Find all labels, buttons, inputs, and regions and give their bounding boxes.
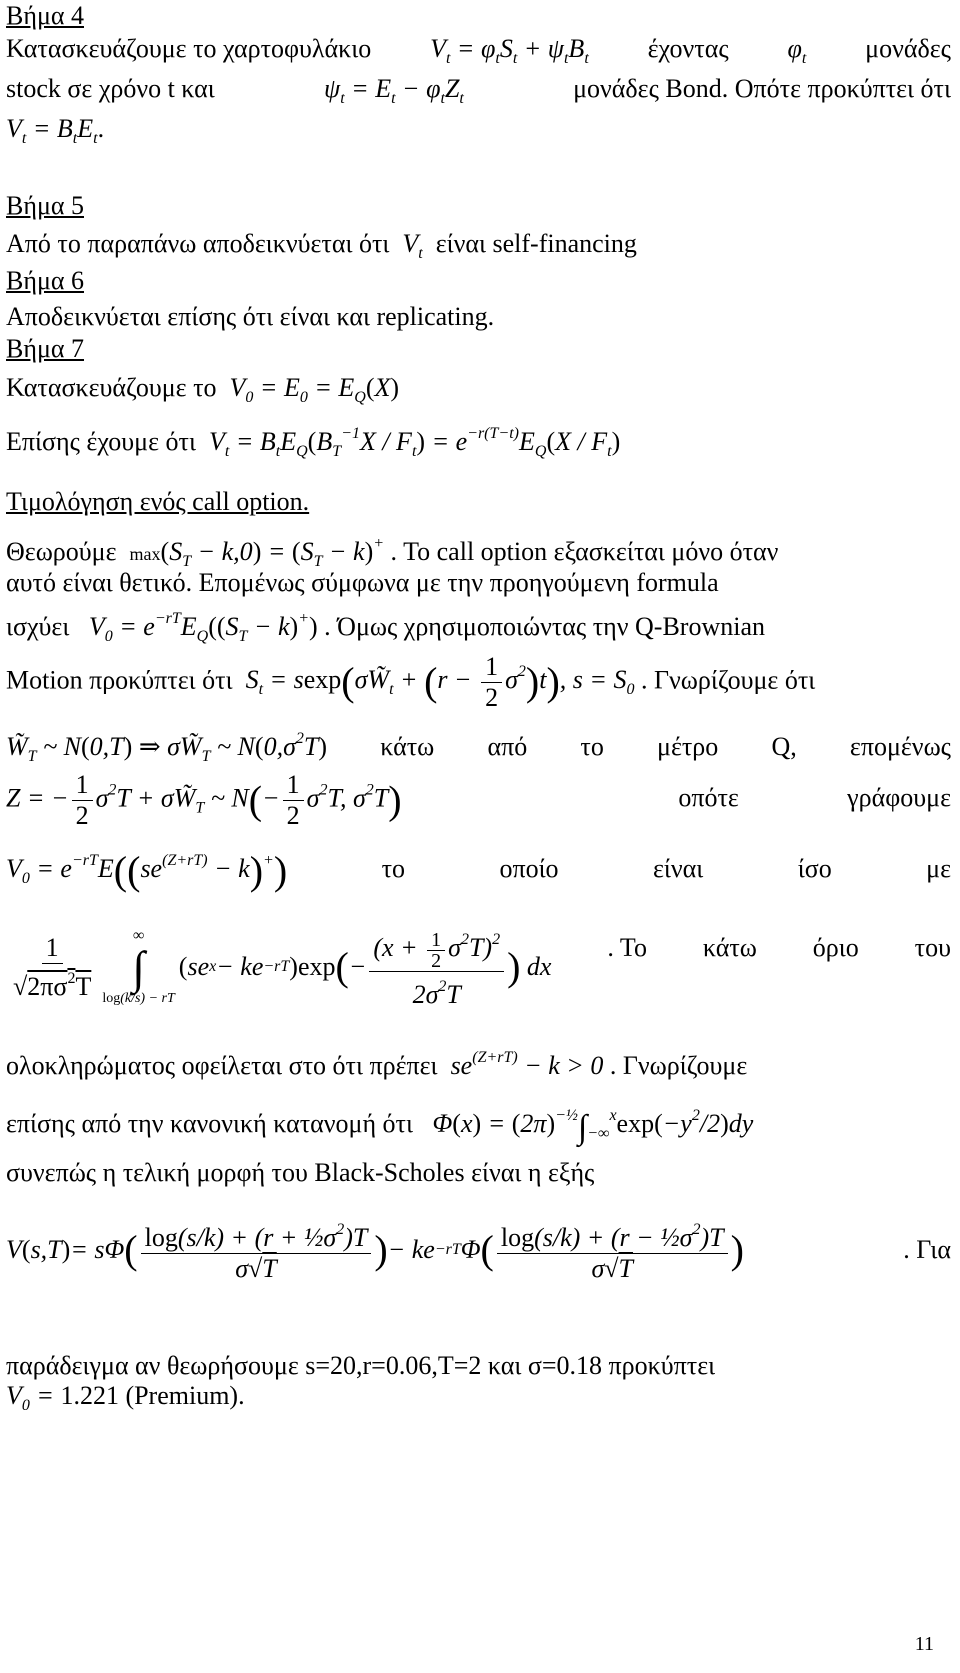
call-l9a: ολοκληρώματος οφείλεται στο ότι πρέπει (6, 1051, 438, 1080)
z-word-0: οπότε (678, 783, 739, 813)
w-distribution-formula: $W̃_T$ ~ N(0,T) ⇒ $\sigma W̃_T$ ~ $N(0,\sigma^2T)$ (6, 730, 328, 765)
vt-formula: $V_t = B_tE_t$. (6, 114, 105, 147)
int-word-3: του (914, 932, 951, 962)
call-line8 (6, 925, 951, 1010)
v0-word-4: με (926, 854, 951, 883)
black-scholes-formula: V ( s,T ) = sΦ ( $\frac{\log(s/k) + (r + \frac{1}{2}\sigma^2)T}{\sigma√T}$ ) − ke −rT Φ ( $\frac{\log(s/k) + (r - \frac{1}{2}\sigma^2)T}{\sigma√T}$ ) (6, 1215, 744, 1284)
step4-l1a: Κατασκευάζουμε το χαρτοφυλάκιο (6, 34, 372, 63)
step6-heading: Βήμα 6 (6, 266, 84, 295)
call-l3b: . Όμως χρησιμοποιώντας την Q-Brownian (324, 612, 765, 641)
step6-text: Αποδεικνύεται επίσης ότι είναι και replicating. (6, 302, 495, 331)
call-l4a: Motion προκύπτει ότι (6, 665, 233, 695)
payoff-formula: $\max(S_T - k,0) = (S_T - k)^+$ (129, 535, 385, 570)
positivity-formula: $se^{(Z+rT)} - k > 0$ (444, 1049, 604, 1080)
vt-symbol: $V_t$ (395, 229, 423, 262)
psi-formula: $\psi_t = E_t - \varphi_tZ_t$ (324, 74, 464, 107)
call-line2: αυτό είναι θετικό. Επομένως σύμφωνα με την προηγούμενη formula (6, 568, 719, 597)
call-l1a: Θεωρούμε (6, 537, 117, 566)
step4-l2b: μονάδες Bond. Οπότε προκύπτει ότι (573, 74, 951, 103)
w-word-5: επομένως (849, 732, 951, 761)
step5-heading: Βήμα 5 (6, 191, 84, 220)
call-line14 (6, 1380, 245, 1422)
premium-formula: $V_0 = 1.221$ (6, 1381, 119, 1414)
v0-word-0: το (381, 854, 406, 883)
w-word-0: κάτω (380, 732, 435, 761)
step4-l1c: μονάδες (865, 34, 951, 63)
step7-heading: Βήμα 7 (6, 334, 84, 363)
step5-text-b: είναι self-financing (435, 229, 637, 258)
v0-formula: $V_0 = E_0 = E_Q(X)$ (223, 373, 400, 406)
black-scholes-line (6, 1215, 951, 1284)
call-line6 (6, 770, 951, 831)
call-line4 (6, 652, 815, 713)
call-line10 (6, 1100, 753, 1150)
v0-word-1: οποίο (499, 854, 559, 883)
portfolio-formula: $V_t = \varphi_tS_t + \psi_tB_t$ (430, 34, 589, 67)
v0-word-2: είναι (652, 854, 704, 883)
call-line11: συνεπώς η τελική μορφή του Black-Scholes είναι η εξής (6, 1158, 595, 1187)
call-line5 (6, 723, 951, 773)
call-l1b: . To call option εξασκείται μόνο όταν (390, 537, 779, 566)
step7-line1 (6, 372, 399, 414)
v0-expectation-formula: $V_0 = e^{-rT}E((se^{(Z+rT)} - k)^+)$ (6, 848, 288, 894)
st-formula: $S_t$ = $sexp(\sigma W̃_t + (r$ − $\frac{1}{2}$ $\sigma^2)t$), $s = S_0$ (239, 652, 635, 712)
step4-l2a: stock σε χρόνο t και (6, 74, 215, 103)
phi-definition-formula: $\Phi(x) = (2\pi)^{-\frac{1}{2}}\int_{-\infty}^x\exp(-y^2/2)dy$ (419, 1107, 754, 1146)
call-line7 (6, 845, 951, 895)
call-l3a: ισχύει (6, 612, 70, 641)
premium-label: (Premium). (125, 1381, 245, 1410)
call-line13: παράδειγμα αν θεωρήσουμε s=20,r=0.06,T=2 και σ=0.18 προκύπτει (6, 1351, 716, 1380)
int-word-2: όριο (812, 932, 859, 962)
v0-word-3: ίσο (797, 854, 832, 883)
vt-expectation-formula: $V_t = B_tE_Q(B_T^{-1}X / F_t) = e^{-r(T-t)}E_Q(X / F_t)$ (202, 425, 621, 460)
step4-line1 (6, 33, 951, 75)
step7-line2 (6, 418, 620, 468)
step7-l1a: Κατασκευάζουμε το (6, 373, 217, 402)
integral-formula: $\frac{1}{√2\pi\sigma^2T}$ ∞ ∫ log(k/s) − rT ( se x − ke −rT ) exp ( − (x + $\frac{1}{2}$ $\sigma^2T)^2$ $2\sigma^2T$ ) dx (6, 925, 551, 1010)
call-line9 (6, 1042, 747, 1082)
int-word-1: κάτω (702, 932, 757, 962)
w-word-4: Q, (771, 732, 797, 761)
phi-symbol: $\varphi_t$ (787, 34, 807, 67)
page-number: 11 (914, 1633, 934, 1655)
z-formula: Z = − $\frac{1}{2}$ $\sigma^2T$ + $\sigma W̃_T$ ~ N(− $\frac{1}{2}$ $\sigma^2T$, $\sigma^2T$) (6, 770, 402, 830)
step7-l2a: Επίσης έχουμε ότι (6, 427, 196, 456)
step4-l1b: έχοντας (647, 34, 729, 63)
call-l10a: επίσης από την κανονική κατανομή ότι (6, 1109, 413, 1138)
bs-tail: . Για (903, 1234, 951, 1264)
z-word-1: γράφουμε (847, 783, 951, 813)
w-word-2: το (580, 732, 604, 761)
w-word-3: μέτρο (657, 732, 719, 761)
call-l9b: . Γνωρίζουμε (609, 1051, 748, 1080)
int-word-0: . Το (607, 932, 647, 962)
step4-heading: Βήμα 4 (6, 1, 84, 30)
call-line3 (6, 603, 765, 653)
call-heading: Τιμολόγηση ενός call option. (6, 487, 310, 516)
v0-call-formula: $V_0 = e^{-rT}E_Q((S_T - k)^+)$ (75, 610, 318, 645)
step5-text-a: Από το παραπάνω αποδεικνύεται ότι (6, 229, 390, 258)
step5-text (6, 228, 637, 270)
w-word-1: από (487, 732, 528, 761)
call-l4b: . Γνωρίζουμε ότι (640, 665, 816, 695)
step4-line2 (6, 73, 951, 115)
